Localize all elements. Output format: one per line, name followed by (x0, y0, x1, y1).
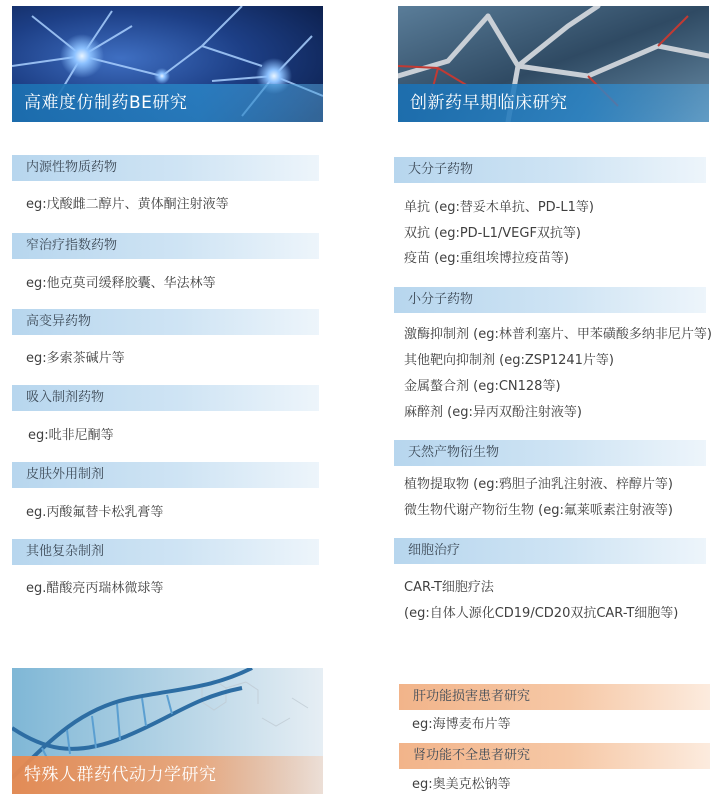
category-example: eg:他克莫司缓释胶囊、华法林等 (26, 276, 216, 291)
group-label: 肝功能损害患者研究 (399, 684, 710, 710)
group-item: 单抗 (eg:替妥木单抗、PD-L1等) (404, 200, 594, 215)
group-item: CAR-T细胞疗法 (404, 580, 494, 595)
category-example: eg:戊酸雌二醇片、黄体酮注射液等 (26, 197, 229, 212)
category-example: eg.丙酸氟替卡松乳膏等 (26, 505, 164, 520)
banner-be-research (12, 6, 323, 122)
group-label: 细胞治疗 (394, 538, 706, 564)
category-label: 窄治疗指数药物 (12, 233, 319, 259)
group-example: eg:奥美克松钠等 (412, 777, 511, 792)
group-item: 其他靶向抑制剂 (eg:ZSP1241片等) (404, 353, 614, 368)
banner-title: 特殊人群药代动力学研究 (12, 756, 323, 794)
banner-title: 高难度仿制药BE研究 (12, 84, 323, 122)
category-label: 皮肤外用制剂 (12, 462, 319, 488)
group-item: 疫苗 (eg:重组埃博拉疫苗等) (404, 251, 569, 266)
group-label: 肾功能不全患者研究 (399, 743, 710, 769)
category-label: 吸入制剂药物 (12, 385, 319, 411)
category-example: eg.醋酸亮丙瑞林微球等 (26, 581, 164, 596)
category-label: 高变异药物 (12, 309, 319, 335)
group-item: 激酶抑制剂 (eg:林普利塞片、甲苯磺酸多纳非尼片等) (404, 327, 712, 342)
group-label: 小分子药物 (394, 287, 706, 313)
group-item: 微生物代谢产物衍生物 (eg:氟莱哌素注射液等) (404, 503, 673, 518)
group-label: 大分子药物 (394, 157, 706, 183)
group-item: 麻醉剂 (eg:异丙双酚注射液等) (404, 405, 582, 420)
group-label: 天然产物衍生物 (394, 440, 706, 466)
group-item: 双抗 (eg:PD-L1/VEGF双抗等) (404, 226, 581, 241)
category-example: eg:吡非尼酮等 (28, 428, 114, 443)
banner-title: 创新药早期临床研究 (398, 84, 709, 122)
category-label: 内源性物质药物 (12, 155, 319, 181)
category-example: eg:多索茶碱片等 (26, 351, 125, 366)
group-item: 植物提取物 (eg:鸦胆子油乳注射液、梓醇片等) (404, 477, 673, 492)
group-example: eg:海博麦布片等 (412, 717, 511, 732)
banner-special-population (12, 668, 323, 794)
banner-innovative-drug (398, 6, 709, 122)
group-item: (eg:自体人源化CD19/CD20双抗CAR-T细胞等) (404, 606, 679, 621)
category-label: 其他复杂制剂 (12, 539, 319, 565)
group-item: 金属螯合剂 (eg:CN128等) (404, 379, 561, 394)
